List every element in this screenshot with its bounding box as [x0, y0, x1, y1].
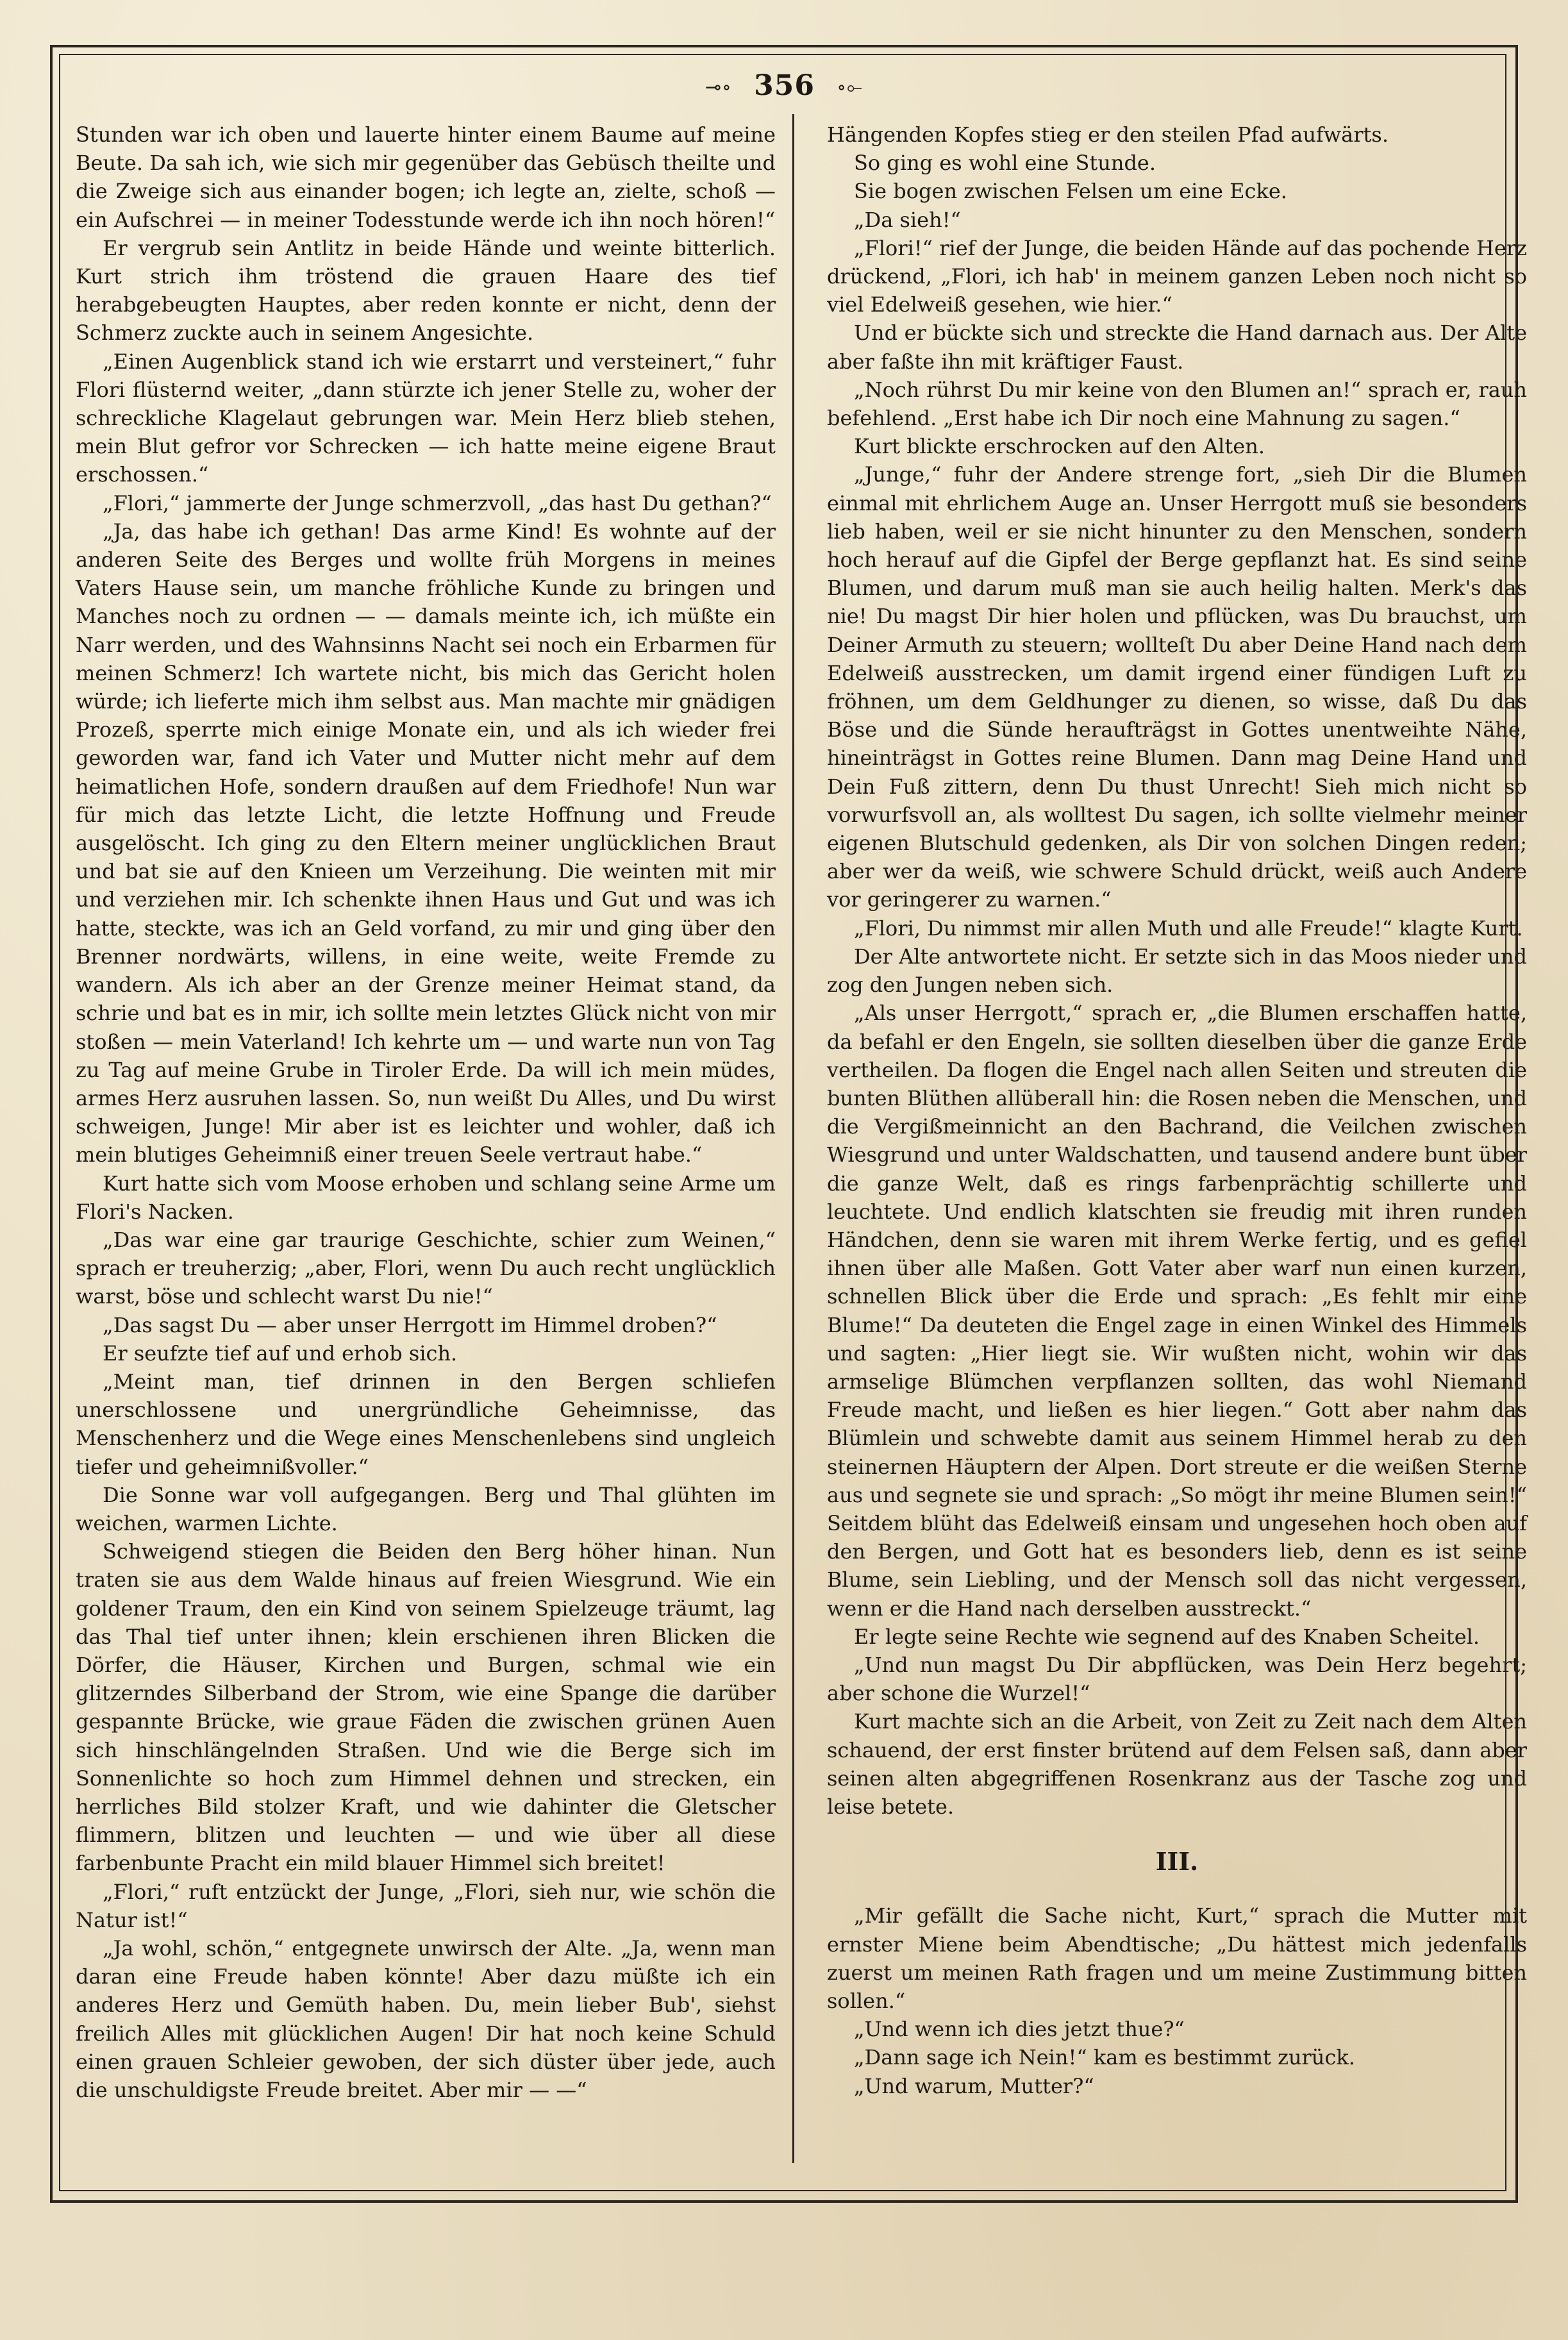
paragraph: So ging es wohl eine Stunde. — [854, 151, 1156, 176]
paragraph: „Und warum, Mutter?“ — [854, 2073, 1094, 2098]
paragraph: Kurt machte sich an die Arbeit, von Zeit zu Zeit nach dem Alten schauend, der erst finster brütend auf dem Felsen saß, dann aber seinen alten abgegriffenen Rosenkranz aus der Tasche zog und leise betete. — [827, 1709, 1527, 1819]
page-header — [0, 69, 1568, 102]
paragraph: „Einen Augenblick stand ich wie erstarrt und versteinert,“ fuhr Flori flüsternd weiter, „dann stürzte ich jener Stelle zu, woher der schreckliche Klagelaut gebrungen war. Mein Herz blieb stehen, mein Blut gefror vor Schrecken — ich hatte meine eigene Braut erschossen.“ — [76, 349, 776, 487]
paragraph: „Meint man, tief drinnen in den Bergen schliefen unerschlossene und unergründliche Geheimnisse, das Menschenherz und die Wege eines Menschenlebens sind ungleich tiefer und geheimnißvoller.“ — [76, 1369, 776, 1479]
paragraph: Sie bogen zwischen Felsen um eine Ecke. — [854, 179, 1287, 204]
paragraph: „Flori,“ jammerte der Junge schmerzvoll, „das hast Du gethan?“ — [103, 490, 772, 515]
right-column — [827, 121, 1527, 2100]
paragraph: „Junge,“ fuhr der Andere strenge fort, „sieh Dir die Blumen einmal mit ehrlichem Auge an. Unser Herrgott muß sie besonders lieb haben, weil er sie nicht hinunter zu den Menschen, sondern hoch herauf auf die Gipfel der Berge gepflanzt hat. Es sind seine Blumen, und darum muß man sie auch heilig halten. Merk's das nie! Du magst Dir hier holen und pflücken, was Du brauchst, um Deiner Armuth zu steuern; wollteſt Du aber Deine Hand nach dem Edelweiß ausstrecken, um damit irgend einer fündigen Luft zu fröhnen, um dem Geldhunger zu dienen, so wisse, daß Du das Böse und die Sünde heraufträgst in Gottes unentweihte Nähe, hineinträgst in Gottes reine Blumen. Dann mag Deine Hand und Dein Fuß zittern, denn Du thust Unrecht! Sieh mich nicht so vorwurfsvoll an, als wolltest Du sagen, ich sollte vielmehr meiner eigenen Blutschuld gedenken, als Dir von solchen Dingen reden; aber wer da weiß, wie schwere Schuld drückt, weiß auch Andere vor geringerer zu warnen.“ — [827, 462, 1527, 912]
paragraph: Er seufzte tief auf und erhob sich. — [103, 1341, 458, 1366]
paragraph: Hängenden Kopfes stieg er den steilen Pfad aufwärts. — [827, 122, 1389, 147]
page-number: 356 — [754, 69, 815, 102]
left-column — [76, 121, 776, 2104]
column-divider — [792, 114, 794, 2163]
paragraph: „Und wenn ich dies jetzt thue?“ — [854, 2017, 1185, 2042]
paragraph: Kurt hatte sich vom Moose erhoben und schlang seine Arme um Flori's Nacken. — [76, 1171, 776, 1224]
paragraph: Kurt blickte erschrocken auf den Alten. — [854, 434, 1265, 459]
paragraph: „Ja wohl, schön,“ entgegnete unwirsch der Alte. „Ja, wenn man daran eine Freude haben könnte! Aber dazu müßte ich ein anderes Herz und Gemüth haben. Du, mein lieber Bub', siehst freilich Alles mit glücklichen Augen! Dir hat noch keine Schuld einen grauen Schleier gewoben, der sich düster über jede, auch die unschuldigste Freude breitet. Aber mir — —“ — [76, 1936, 776, 2103]
paragraph: „Noch rührst Du mir keine von den Blumen an!“ sprach er, rauh befehlend. „Erst habe ich Dir noch eine Mahnung zu sagen.“ — [827, 377, 1527, 431]
section-heading: III. — [1155, 1847, 1199, 1876]
paragraph: „Das sagst Du — aber unser Herrgott im Himmel droben?“ — [103, 1312, 717, 1337]
paragraph: Er vergrub sein Antlitz in beide Hände und weinte bitterlich. Kurt strich ihm tröstend die grauen Haare des tief herabgebeugten Hauptes, aber reden konnte er nicht, denn der Schmerz zuckte auch in seinem Angesichte. — [76, 235, 776, 346]
paragraph: „Als unser Herrgott,“ sprach er, „die Blumen erschaffen hatte, da befahl er den Engeln, sie sollten dieselben über die ganze Erde vertheilen. Da flogen die Engel nach allen Seiten und streuten die bunten Blüthen allüberall hin: die Rosen neben die Menschen, und die Vergißmeinnicht an den Bachrand, die Veilchen zwischen Wiesgrund und unter Waldschatten, und tausend andere bunt über die ganze Welt, daß es rings farbenprächtig schillerte und leuchtete. Und endlich klatschten sie freudig mit ihren runden Händchen, denn sie waren mit ihrem Werke fertig, und es gefiel ihnen über alle Maßen. Gott Vater aber warf nun einen kurzen, schnellen Blick über die Erde und sprach: „Es fehlt mir eine Blume!“ Da deuteten die Engel zage in einen Winkel des Himmels und sagten: „Hier liegt sie. Wir wußten nicht, wohin wir das armselige Blümchen verpflanzen sollten, das wohl Niemand Freude macht, und ließen es hier liegen.“ Gott aber nahm das Blümlein und schwebte damit aus seinem Himmel herab zu den steinernen Häuptern der Alpen. Dort streute er die weißen Sterne aus und segnete sie und sprach: „So mögt ihr meine Blumen sein!“ Seitdem blüht das Edelweiß einsam und ungesehen hoch oben auf den Bergen, und Gott hat es besonders lieb, denn es ist seine Blume, sein Liebling, und der Mensch soll das nicht vergessen, wenn er die Hand nach derselben ausstreckt.“ — [827, 1001, 1527, 1621]
ornament-right-icon: ∘⟜ — [837, 76, 863, 99]
paragraph: „Das war eine gar traurige Geschichte, schier zum Weinen,“ sprach er treuherzig; „aber, Flori, wenn Du auch recht unglücklich warst, böse und schlecht warst Du nie!“ — [76, 1227, 776, 1309]
paragraph: Schweigend stiegen die Beiden den Berg höher hinan. Nun traten sie aus dem Walde hinaus auf freien Wiesgrund. Wie ein goldener Traum, den ein Kind von seinem Spielzeuge träumt, lag das Thal tief unter ihnen; klein erschienen ihren Blicken die Dörfer, die Häuser, Kirchen und Burgen, schmal wie ein glitzerndes Silberband der Strom, wie eine Spange die darüber gespannte Brücke, wie graue Fäden die zwischen grünen Auen sich hinschlängelnden Straßen. Und wie die Berge sich im Sonnenlichte so hoch zum Himmel dehnen und strecken, ein herrliches Bild stolzer Kraft, und wie dahinter die Gletscher flimmern, blitzen und leuchten — und wie über all diese farbenbunte Pracht ein mild blauer Himmel sich breitet! — [76, 1539, 776, 1876]
paragraph: „Flori, Du nimmst mir allen Muth und alle Freude!“ klagte Kurt. — [854, 915, 1523, 940]
paragraph: Der Alte antwortete nicht. Er setzte sich in das Moos nieder und zog den Jungen neben sich. — [827, 944, 1527, 998]
paragraph: „Mir gefällt die Sache nicht, Kurt,“ sprach die Mutter mit ernster Miene beim Abendtische; „Du hättest mich jedenfalls zuerst um meinen Rath fragen und um meine Zustimmung bitten sollen.“ — [827, 1903, 1527, 2013]
paragraph: Die Sonne war voll aufgegangen. Berg und Thal glühten im weichen, warmen Lichte. — [76, 1482, 776, 1535]
paragraph: „Und nun magst Du Dir abpflücken, was Dein Herz begehrt; aber schone die Wurzel!“ — [827, 1652, 1527, 1706]
paragraph: Stunden war ich oben und lauerte hinter einem Baume auf meine Beute. Da sah ich, wie sich mir gegenüber das Gebüsch theilte und die Zweige sich aus einander bogen; ich legte an, zielte, schoß — ein Aufschrei — in meiner Todesstunde werde ich ihn noch hören!“ — [76, 122, 776, 232]
paragraph: „Flori!“ rief der Junge, die beiden Hände auf das pochende Herz drückend, „Flori, ich hab' in meinem ganzen Leben noch nicht so viel Edelweiß gesehen, wie hier.“ — [827, 235, 1527, 317]
paragraph: „Flori,“ ruft entzückt der Junge, „Flori, sieh nur, wie schön die Natur ist!“ — [76, 1879, 776, 1932]
paragraph: „Ja, das habe ich gethan! Das arme Kind! Es wohnte auf der anderen Seite des Berges und wollte früh Morgens in meines Vaters Hause sein, um manche fröhliche Kunde zu bringen und Manches noch zu ordnen — — damals meinte ich, ich müßte ein Narr werden, und des Wahnsinns Nacht sei noch ein Erbarmen für meinen Schmerz! Ich wartete nicht, bis mich das Gericht holen würde; ich lieferte mich ihm selbst aus. Man machte mir gnädigen Prozeß, sperrte mich einige Monate ein, und als ich wieder frei geworden war, fand ich Vater und Mutter nicht mehr auf dem heimatlichen Hofe, sondern draußen auf dem Friedhofe! Nun war für mich das letzte Licht, die letzte Hoffnung und Freude ausgelöscht. Ich ging zu den Eltern meiner unglücklichen Braut und bat sie auf den Knieen um Verzeihung. Die weinten mit mir und verziehen mir. Ich schenkte ihnen Haus und Gut und was ich hatte, steckte, was ich an Geld vorfand, zu mir und ging über den Brenner nordwärts, willens, in eine weite, weite Fremde zu wandern. Als ich aber an der Grenze meiner Heimat stand, da schrie und bat es in mir, ich sollte mein letztes Glück nicht von mir stoßen — mein Vaterland! Ich kehrte um — und warte nun von Tag zu Tag auf meine Grube in Tiroler Erde. Da will ich mein müdes, armes Herz ausruhen lassen. So, nun weißt Du Alles, und Du wirst schweigen, Junge! Mir aber ist es leichter und wohler, daß ich mein blutiges Geheimniß einer treuen Seele vertraut habe.“ — [76, 519, 776, 1167]
paragraph: Er legte seine Rechte wie segnend auf des Knaben Scheitel. — [854, 1624, 1480, 1649]
paragraph: „Dann sage ich Nein!“ kam es bestimmt zurück. — [854, 2045, 1355, 2070]
ornament-left-icon: ⊸∘ — [705, 76, 732, 99]
paragraph: „Da sieh!“ — [854, 207, 961, 232]
paragraph: Und er bückte sich und streckte die Hand darnach aus. Der Alte aber faßte ihn mit kräftiger Faust. — [827, 321, 1527, 374]
